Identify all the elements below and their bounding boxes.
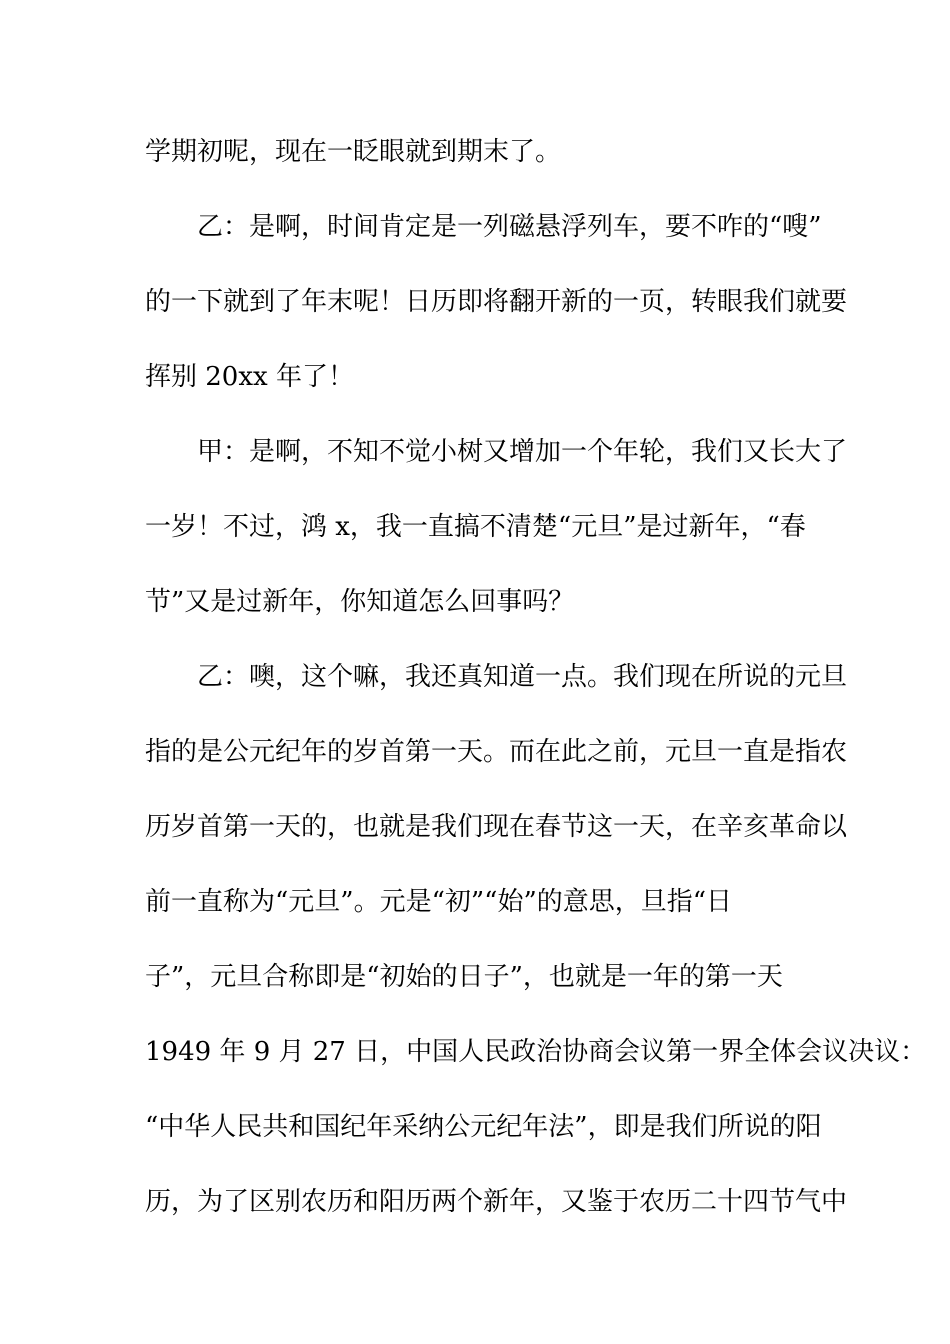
text-line: “中华人民共和国纪年采纳公元纪年法”，即是我们所说的阳 [145, 1112, 822, 1142]
text-line: 节”又是过新年，你知道怎么回事吗？ [145, 587, 575, 617]
text-line: 子”，元旦合称即是“初始的日子”，也就是一年的第一天 [145, 962, 783, 992]
text-line: 历，为了区别农历和阳历两个新年，又鉴于农历二十四节气中 [145, 1187, 848, 1217]
paragraph-line: 乙：是啊，时间肯定是一列磁悬浮列车，要不咋的“嗖” [197, 212, 822, 242]
paragraph-line: 乙：噢，这个嘛，我还真知道一点。我们现在所说的元旦 [197, 662, 848, 692]
text-line: 一岁！不过，鸿 x，我一直搞不清楚“元旦”是过新年，“春 [145, 512, 806, 542]
text-line: 指的是公元纪年的岁首第一天。而在此之前，元旦一直是指农 [145, 737, 848, 767]
text-line: 挥别 20xx 年了！ [145, 362, 354, 392]
text-line: 学期初呢，现在一眨眼就到期末了。 [145, 137, 562, 167]
text-line: 1949 年 9 月 27 日，中国人民政治协商会议第一界全体会议决议： [145, 1037, 927, 1067]
paragraph-line: 甲：是啊，不知不觉小树又增加一个年轮，我们又长大了 [197, 437, 848, 467]
text-line: 历岁首第一天的，也就是我们现在春节这一天，在辛亥革命以 [145, 812, 848, 842]
text-line: 的一下就到了年末呢！日历即将翻开新的一页，转眼我们就要 [145, 287, 848, 317]
text-line: 前一直称为“元旦”。元是“初”“始”的意思，旦指“日 [145, 887, 733, 917]
